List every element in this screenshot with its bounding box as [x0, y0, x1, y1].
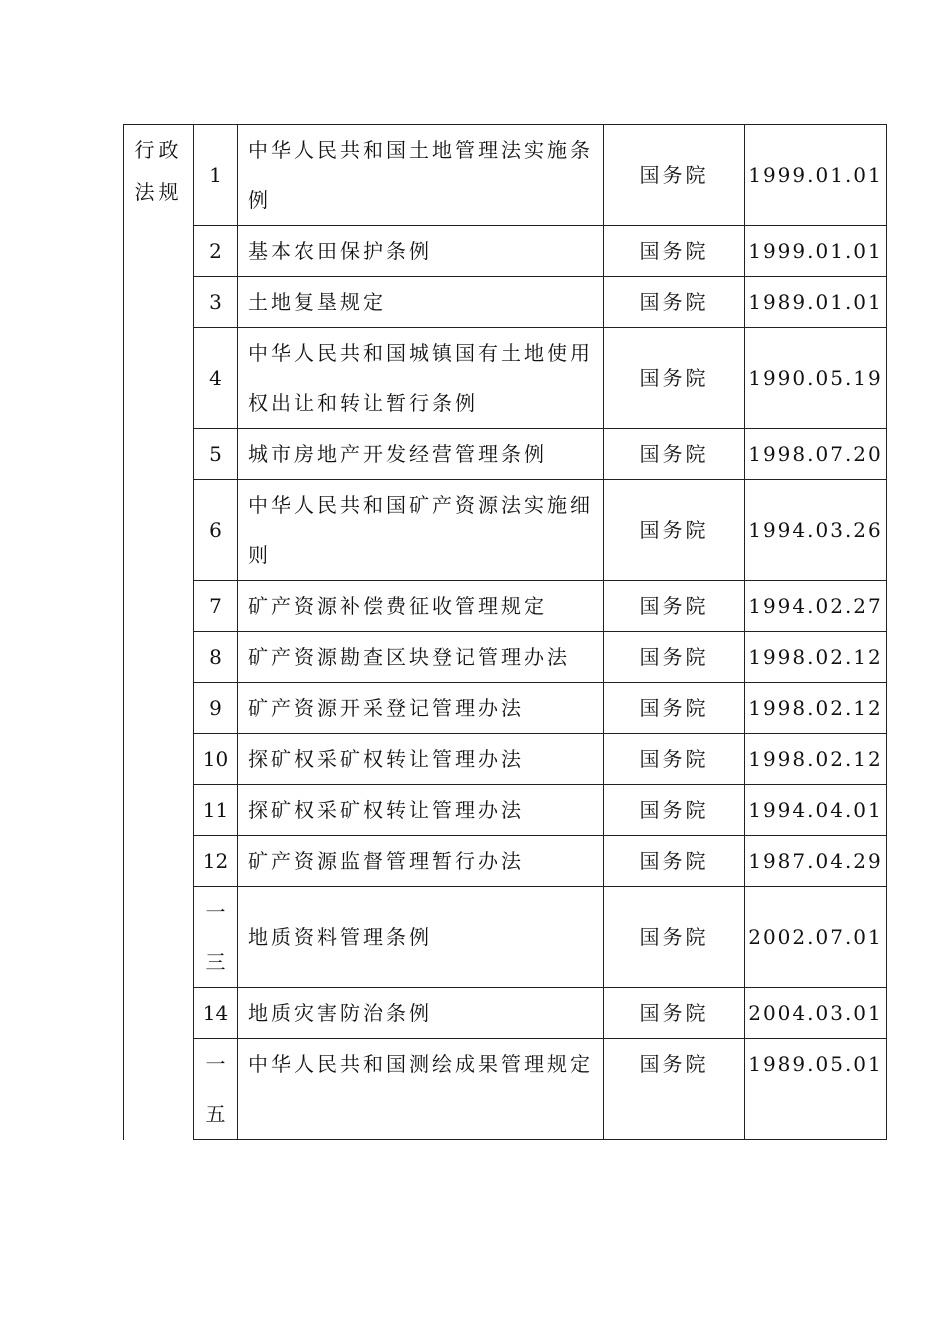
- table-row: [124, 125, 887, 226]
- row-number: 7: [194, 581, 238, 632]
- row-number: 9: [194, 683, 238, 734]
- issuer: 国务院: [604, 988, 745, 1039]
- regulation-title: 中华人民共和国土地管理法实施条例: [238, 125, 604, 226]
- table-row: [124, 581, 887, 632]
- issuer: 国务院: [604, 836, 745, 887]
- effective-date: 1998.02.12: [745, 683, 887, 734]
- issuer: 国务院: [604, 125, 745, 226]
- regulation-title: 矿产资源开采登记管理办法: [238, 683, 604, 734]
- issuer: 国务院: [604, 328, 745, 429]
- effective-date: 1994.02.27: [745, 581, 887, 632]
- issuer: 国务院: [604, 785, 745, 836]
- regulations-table: [123, 124, 887, 1140]
- table-row: [124, 277, 887, 328]
- row-number: 3: [194, 277, 238, 328]
- effective-date: 1987.04.29: [745, 836, 887, 887]
- regulation-title: 土地复垦规定: [238, 277, 604, 328]
- issuer: 国务院: [604, 734, 745, 785]
- row-number-char: 五: [205, 1102, 226, 1126]
- effective-date: 1998.07.20: [745, 429, 887, 480]
- table-row: [124, 683, 887, 734]
- regulation-title: 矿产资源勘查区块登记管理办法: [238, 632, 604, 683]
- regulation-title: 中华人民共和国城镇国有土地使用权出让和转让暂行条例: [238, 328, 604, 429]
- effective-date: 1989.05.01: [745, 1039, 887, 1140]
- issuer: 国务院: [604, 480, 745, 581]
- table-row: [124, 887, 887, 988]
- category-line: 法规: [134, 180, 183, 204]
- table-row: [124, 988, 887, 1039]
- effective-date: 1998.02.12: [745, 734, 887, 785]
- effective-date: 2002.07.01: [745, 887, 887, 988]
- row-number: 2: [194, 226, 238, 277]
- issuer: 国务院: [604, 1039, 745, 1140]
- effective-date: 1994.03.26: [745, 480, 887, 581]
- regulation-title: 基本农田保护条例: [238, 226, 604, 277]
- regulation-title: 中华人民共和国测绘成果管理规定: [238, 1039, 604, 1140]
- regulation-title: 探矿权采矿权转让管理办法: [238, 734, 604, 785]
- row-number: 12: [194, 836, 238, 887]
- issuer: 国务院: [604, 277, 745, 328]
- category-line: 行政: [134, 138, 183, 162]
- regulation-title: 中华人民共和国矿产资源法实施细则: [238, 480, 604, 581]
- effective-date: 1998.02.12: [745, 632, 887, 683]
- table-row: [124, 328, 887, 429]
- table-row: [124, 226, 887, 277]
- issuer: 国务院: [604, 429, 745, 480]
- regulation-title: 地质灾害防治条例: [238, 988, 604, 1039]
- table-row: [124, 1039, 887, 1140]
- row-number: 14: [194, 988, 238, 1039]
- row-number: 11: [194, 785, 238, 836]
- row-number: [194, 1039, 238, 1140]
- row-number: 6: [194, 480, 238, 581]
- row-number-char: 一: [205, 1052, 226, 1076]
- category-cell: [124, 125, 194, 1140]
- table-row: [124, 734, 887, 785]
- row-number-char: 三: [205, 950, 226, 974]
- row-number: 4: [194, 328, 238, 429]
- row-number: 10: [194, 734, 238, 785]
- table-row: [124, 632, 887, 683]
- regulation-title: 探矿权采矿权转让管理办法: [238, 785, 604, 836]
- table-row: [124, 429, 887, 480]
- regulation-title: 地质资料管理条例: [238, 887, 604, 988]
- regulation-title: 城市房地产开发经营管理条例: [238, 429, 604, 480]
- table-row: [124, 836, 887, 887]
- effective-date: 1994.04.01: [745, 785, 887, 836]
- row-number: [194, 887, 238, 988]
- effective-date: 1999.01.01: [745, 226, 887, 277]
- row-number-char: 一: [205, 900, 226, 924]
- row-number: 5: [194, 429, 238, 480]
- table-row: [124, 785, 887, 836]
- effective-date: 2004.03.01: [745, 988, 887, 1039]
- issuer: 国务院: [604, 226, 745, 277]
- issuer: 国务院: [604, 887, 745, 988]
- effective-date: 1990.05.19: [745, 328, 887, 429]
- row-number: 8: [194, 632, 238, 683]
- table-row: [124, 480, 887, 581]
- regulation-title: 矿产资源补偿费征收管理规定: [238, 581, 604, 632]
- issuer: 国务院: [604, 632, 745, 683]
- row-number: 1: [194, 125, 238, 226]
- regulation-title: 矿产资源监督管理暂行办法: [238, 836, 604, 887]
- effective-date: 1989.01.01: [745, 277, 887, 328]
- issuer: 国务院: [604, 581, 745, 632]
- effective-date: 1999.01.01: [745, 125, 887, 226]
- issuer: 国务院: [604, 683, 745, 734]
